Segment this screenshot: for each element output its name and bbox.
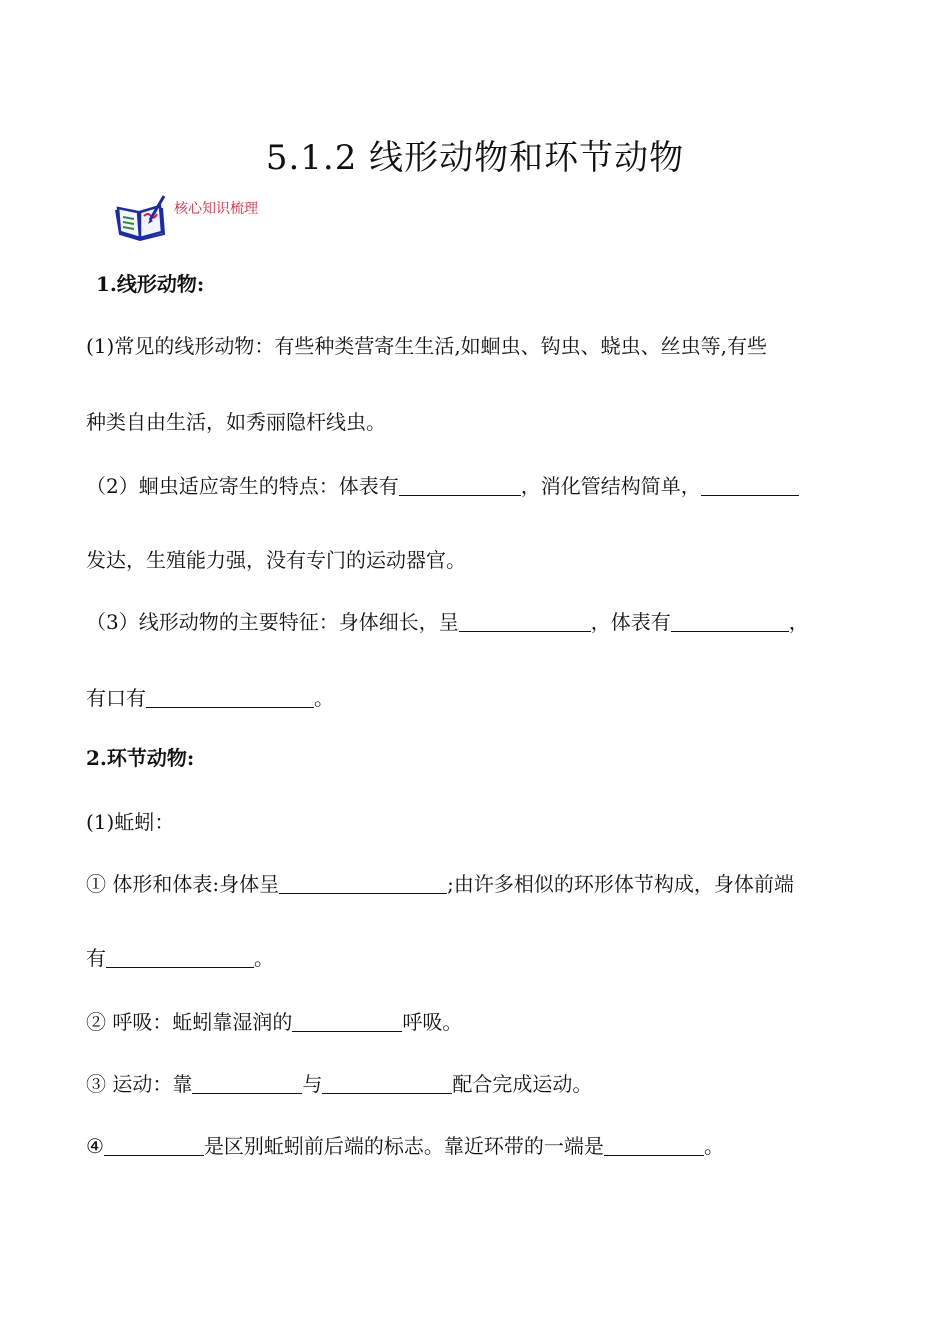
text: ， [788,610,809,634]
text: ① 体形和体表:身体呈 [86,872,280,896]
blank-field[interactable] [192,1073,302,1094]
paragraph-2-line-1 [86,470,866,499]
section-badge [114,192,284,242]
text: 。 [254,946,274,970]
paragraph-3-line-2 [86,682,866,711]
text: 有 [86,946,106,970]
page-title: 5.1.2 线形动物和环节动物 [265,138,685,178]
text: ④ [86,1134,104,1158]
blank-field[interactable] [604,1135,704,1156]
text: ，消化管结构简单， [520,474,701,498]
text: 。 [314,686,334,710]
blank-field[interactable] [106,947,254,968]
paragraph-2-line-2: 发达，生殖能力强，没有专门的运动器官。 [86,548,466,572]
item-3 [86,1068,866,1097]
blank-field[interactable] [104,1135,204,1156]
text: 配合完成运动。 [452,1072,593,1096]
blank-field[interactable] [701,475,799,496]
subsection-earthworm: (1)蚯蚓： [86,810,175,834]
open-book-pen-icon [114,192,170,242]
blank-field[interactable] [279,873,447,894]
text: 有口有 [86,686,146,710]
item-2 [86,1006,866,1035]
text: ;由许多相似的环形体节构成，身体前端 [447,872,794,896]
section-heading-2: 2.环节动物: [86,746,195,770]
text: 与 [302,1072,323,1096]
blank-field[interactable] [322,1073,452,1094]
text: ③ 运动：靠 [86,1072,193,1096]
text: ，体表有 [590,610,671,634]
item-1-line-2 [86,942,866,971]
item-1-line-1 [86,868,866,897]
paragraph-1-line-1: (1)常见的线形动物：有些种类营寄生生活,如蛔虫、钩虫、蛲虫、丝虫等,有些 [86,334,768,358]
text: （3）线形动物的主要特征：身体细长，呈 [86,610,459,634]
badge-label: 核心知识梳理 [174,201,258,217]
text: 呼吸。 [402,1010,463,1034]
blank-field[interactable] [292,1011,402,1032]
paragraph-1-line-2: 种类自由生活，如秀丽隐杆线虫。 [86,410,386,434]
section-heading-1: 1.线形动物: [96,272,205,296]
text: 。 [703,1134,724,1158]
paragraph-3-line-1 [86,606,866,635]
blank-field[interactable] [146,687,314,708]
blank-field[interactable] [399,475,521,496]
blank-field[interactable] [671,611,789,632]
blank-field[interactable] [459,611,591,632]
text: （2）蛔虫适应寄生的特点：体表有 [86,474,399,498]
item-4 [86,1130,866,1159]
text: ② 呼吸：蚯蚓靠湿润的 [86,1010,293,1034]
text: 是区别蚯蚓前后端的标志。靠近环带的一端是 [203,1134,604,1158]
